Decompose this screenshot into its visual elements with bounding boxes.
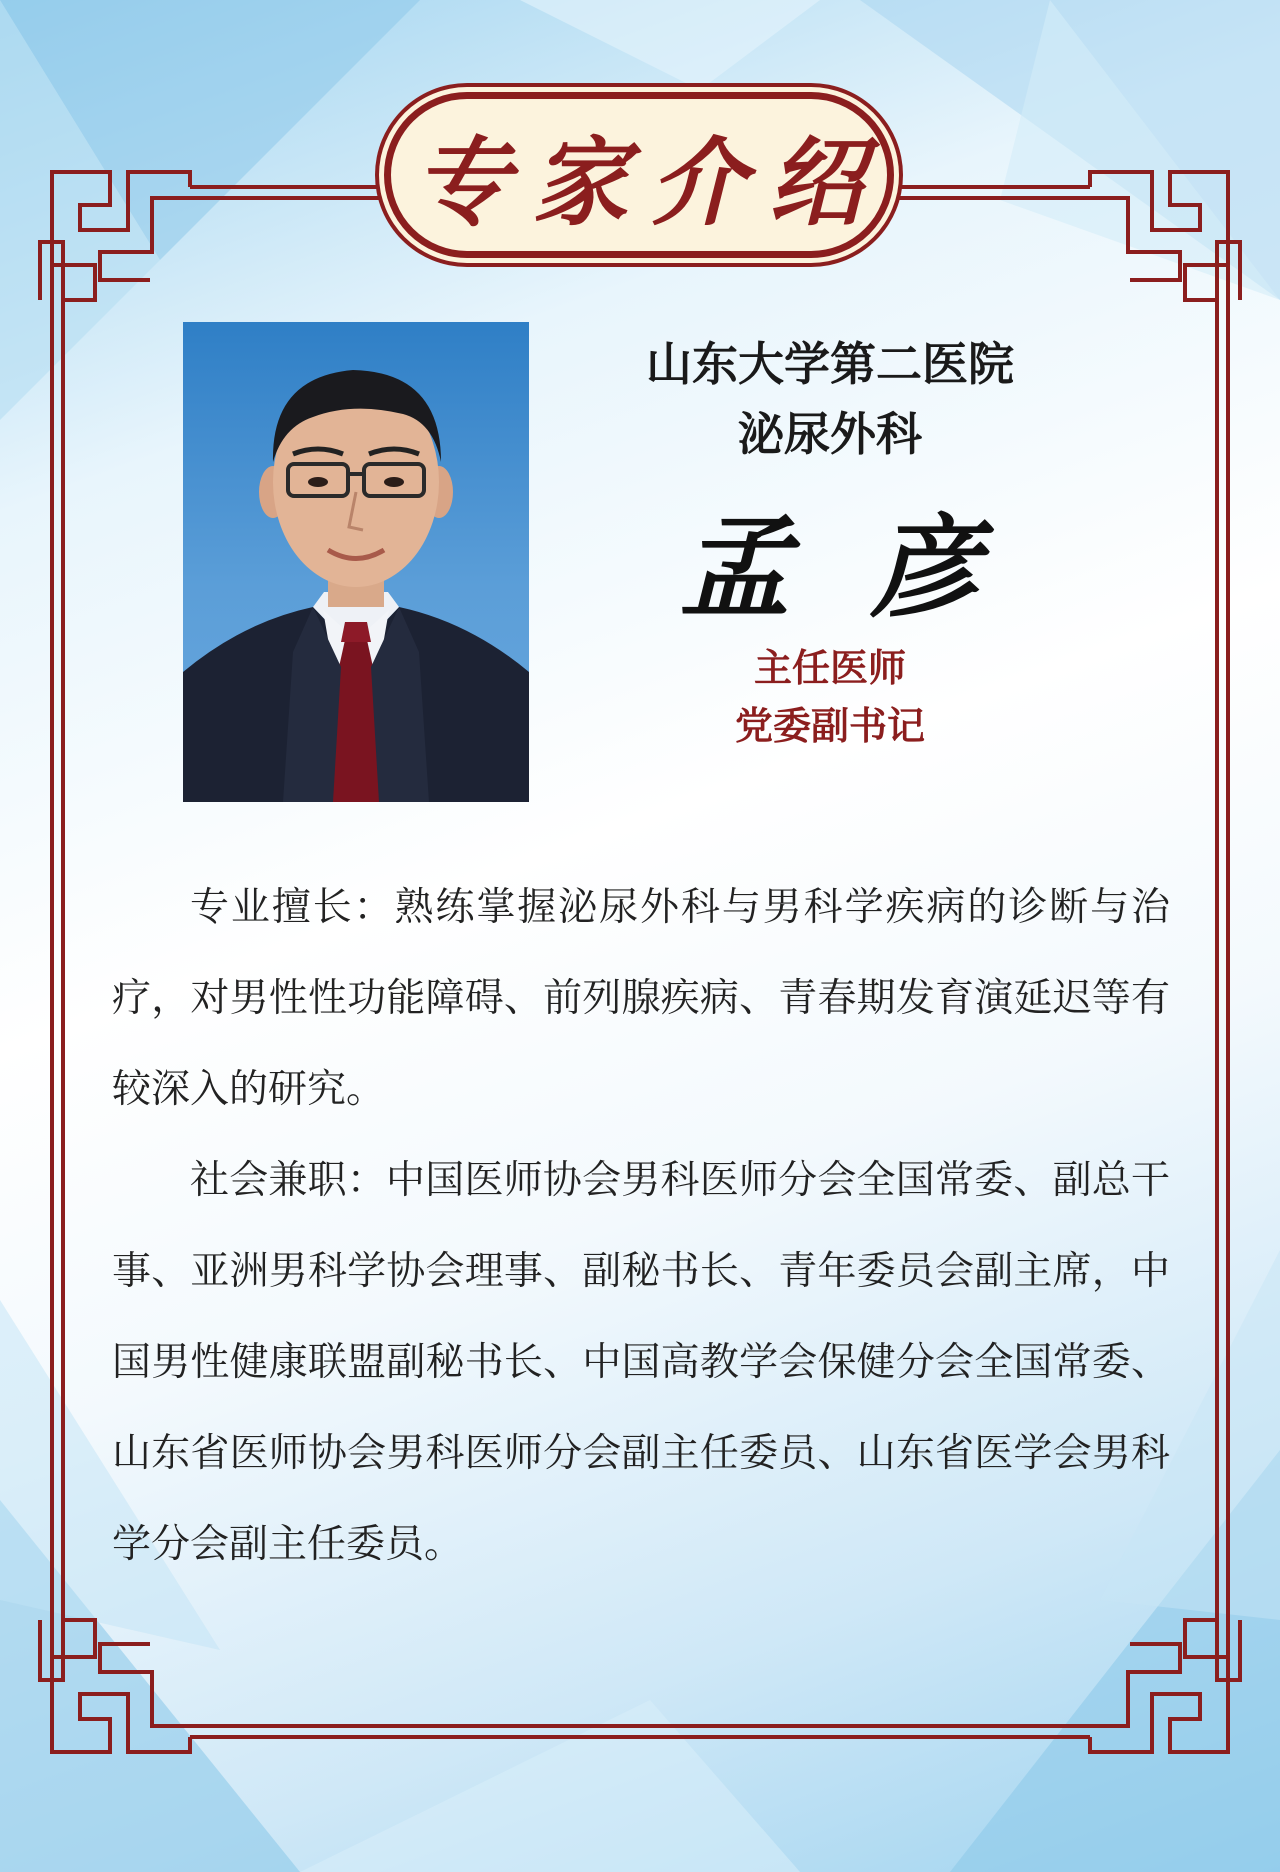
- expertise-paragraph: 专业擅长：熟练掌握泌尿外科与男科学疾病的诊断与治疗，对男性性功能障碍、前列腺疾病、青春期发育演延迟等有较深入的研究。: [112, 885, 1170, 1112]
- doctor-title: 主任医师: [753, 645, 906, 690]
- biography: [112, 862, 1170, 1590]
- doctor-position: 党委副书记: [734, 703, 925, 748]
- hospital-name: 山东大学第二医院: [646, 337, 1014, 391]
- doctor-name: 孟彦: [680, 503, 1060, 632]
- positions-paragraph: 社会兼职：中国医师协会男科医师分会全国常委、副总干事、亚洲男科学协会理事、副秘书长、青年委员会副主席，中国男性健康联盟副秘书长、中国高教学会保健分会全国常委、山东省医师协会男科医师分会副主任委员、山东省医学会男科学分会副主任委员。: [112, 1158, 1170, 1567]
- title-plaque: [384, 92, 894, 258]
- page-title: 专家介绍: [414, 125, 886, 239]
- doctor-portrait: [183, 322, 529, 802]
- department-name: 泌尿外科: [738, 407, 922, 461]
- portrait-illustration: [183, 322, 529, 802]
